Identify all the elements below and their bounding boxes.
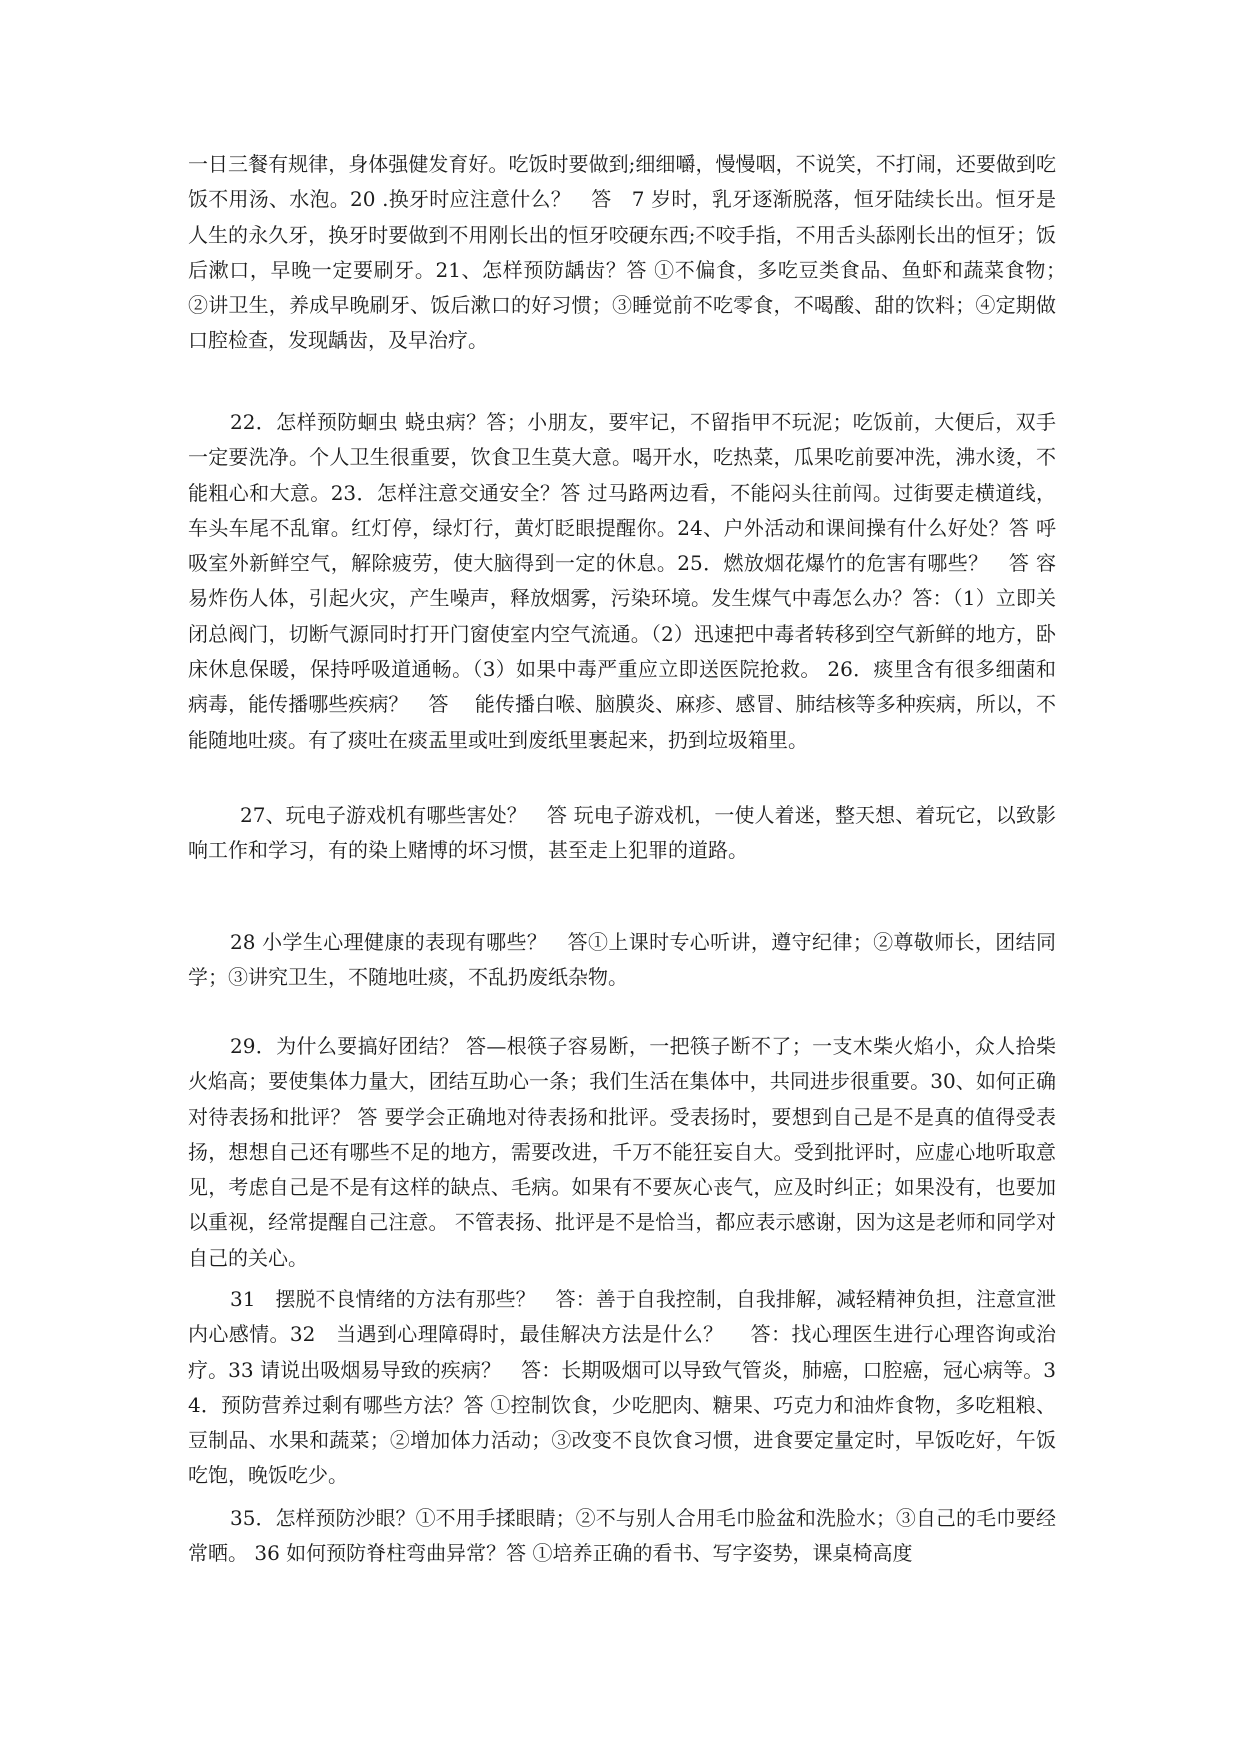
paragraph-trachoma-spine: 35．怎样预防沙眼？①不用手揉眼睛；②不与别人合用毛巾脸盆和洗脸水；③自己的毛巾要经常晒。 36 如何预防脊柱弯曲异常？答 ①培养正确的看书、写字姿势，课桌椅高度 bbox=[188, 1506, 1056, 1566]
paragraph-meals-teeth: 一日三餐有规律，身体强健发育好。吃饭时要做到;细细嚼，慢慢咽，不说笑，不打闹，还要做到吃饭不用汤、水泡。20 .换牙时应注意什么？ 答 7 岁时，乳牙逐渐脱落，恒牙陆续长出。恒牙是人生的永久牙，换牙时要做到不用刚长出的恒牙咬硬东西;不咬手指，不用舌头舔刚长出的恒牙；饭后漱口，早晚一定要刷牙。21、怎样预防龋齿？答 ①不偏食，多吃豆类食品、鱼虾和蔬菜食物； ②讲卫生，养成早晚刷牙、饭后漱口的好习惯；③睡觉前不吃零食，不喝酸、甜的饮料；④定期做口腔检查，发现龋齿，及早治疗。 bbox=[188, 152, 1076, 353]
paragraph-hygiene-safety: 22．怎样预防蛔虫 蛲虫病？答；小朋友，要牢记，不留指甲不玩泥；吃饭前，大便后，双手一定要洗净。个人卫生很重要，饮食卫生莫大意。喝开水，吃热菜，瓜果吃前要冲洗，沸水烫，不能粗心和大意。23．怎样注意交通安全？答 过马路两边看，不能闷头往前闯。过街要走横道线，车头车尾不乱窜。红灯停，绿灯行，黄灯眨眼提醒你。24、户外活动和课间操有什么好处？答 呼吸室外新鲜空气，解除疲劳，使大脑得到一定的休息。25．燃放烟花爆竹的危害有哪些？ 答 容易炸伤人体，引起火灾，产生噪声，释放烟雾，污染环境。发生煤气中毒怎么办？答：（1）立即关闭总阀门，切断气源同时打开门窗使室内空气流通。（2）迅速把中毒者转移到空气新鲜的地方，卧床休息保暖，保持呼吸道通畅。（3）如果中毒严重应立即送医院抢救。 26．痰里含有很多细菌和病毒，能传播哪些疾病？ 答 能传播白喉、脑膜炎、麻疹、感冒、肺结核等多种疾病，所以，不能随地吐痰。有了痰吐在痰盂里或吐到废纸里裹起来，扔到垃圾箱里。 bbox=[188, 410, 1056, 752]
paragraph-video-games: 27、玩电子游戏机有哪些害处？ 答 玩电子游戏机，一使人着迷，整天想、着玩它，以致影响工作和学习，有的染上赌博的坏习惯，甚至走上犯罪的道路。 bbox=[188, 803, 1056, 863]
paragraph-mental-health: 28 小学生心理健康的表现有哪些？ 答①上课时专心听讲，遵守纪律；②尊敬师长，团结同学；③讲究卫生，不随地吐痰，不乱扔废纸杂物。 bbox=[188, 930, 1056, 990]
paragraph-emotions-nutrition: 31 摆脱不良情绪的方法有那些？ 答：善于自我控制，自我排解，减轻精神负担，注意宣泄内心感情。32 当遇到心理障碍时，最佳解决方法是什么？ 答：找心理医生进行心理咨询或治疗。33 请说出吸烟易导致的疾病？ 答：长期吸烟可以导致气管炎，肺癌，口腔癌，冠心病等。34．预防营养过剩有哪些方法？答 ①控制饮食，少吃肥肉、糖果、巧克力和油炸食物，多吃粗粮、豆制品、水果和蔬菜；②增加体力活动；③改变不良饮食习惯，进食要定量定时，早饭吃好，午饭吃饱，晚饭吃少。 bbox=[188, 1287, 1056, 1488]
paragraph-unity-praise: 29．为什么要搞好团结？ 答—根筷子容易断，一把筷子断不了；一支木柴火焰小，众人拾柴火焰高；要使集体力量大，团结互助心一条；我们生活在集体中，共同进步很重要。30、如何正确对待表扬和批评？ 答 要学会正确地对待表扬和批评。受表扬时，要想到自己是不是真的值得受表扬，想想自己还有哪些不足的地方，需要改进，千万不能狂妄自大。受到批评时，应虚心地听取意见，考虑自己是不是有这样的缺点、毛病。如果有不要灰心丧气，应及时纠正；如果没有，也要加以重视，经常提醒自己注意。 不管表扬、批评是不是恰当，都应表示感谢，因为这是老师和同学对自己的关心。 bbox=[188, 1034, 1056, 1270]
